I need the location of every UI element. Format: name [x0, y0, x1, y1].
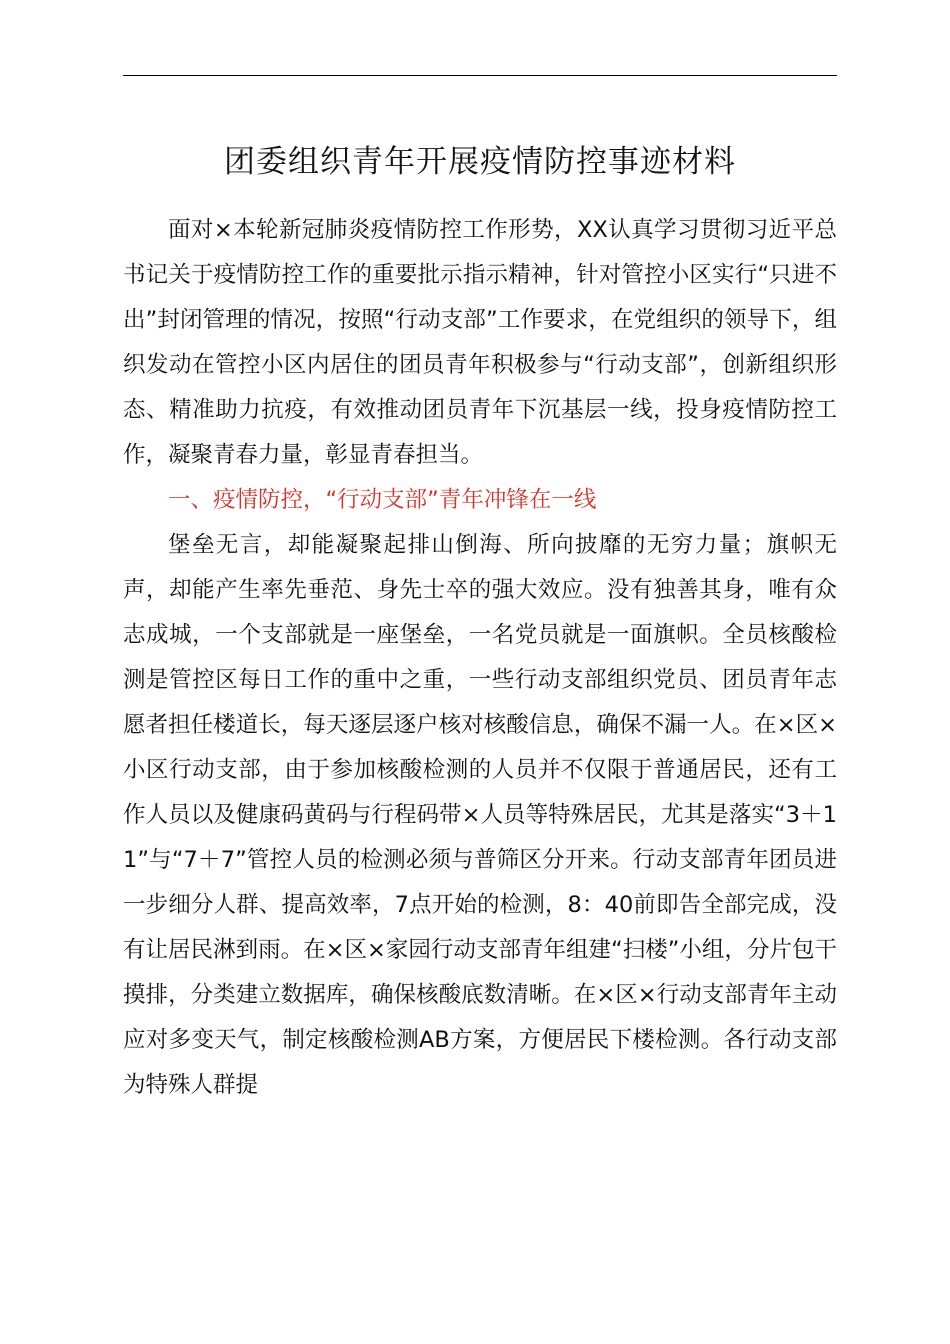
- intro-paragraph: 面对×本轮新冠肺炎疫情防控工作形势，XX认真学习贯彻习近平总书记关于疫情防控工作的重要批示指示精神，针对管控小区实行“只进不出”封闭管理的情况，按照“行动支部”工作要求，在党组织的领导下，组织发动在管控小区内居住的团员青年积极参与“行动支部”，创新组织形态、精准助力抗疫，有效推动团员青年下沉基层一线，投身疫情防控工作，凝聚青春力量，彰显青春担当。: [123, 217, 837, 468]
- section-heading-1: 一、疫情防控，“行动支部”青年冲锋在一线: [168, 487, 597, 513]
- document-body: [123, 208, 837, 1108]
- header-rule: [123, 75, 837, 76]
- document-title: 团委组织青年开展疫情防控事迹材料: [224, 144, 736, 180]
- section-1-paragraph: 堡垒无言，却能凝聚起排山倒海、所向披靡的无穷力量；旗帜无声，却能产生率先垂范、身先士卒的强大效应。没有独善其身，唯有众志成城，一个支部就是一座堡垒，一名党员就是一面旗帜。全员核酸检测是管控区每日工作的重中之重，一些行动支部组织党员、团员青年志愿者担任楼道长，每天逐层逐户核对核酸信息，确保不漏一人。在×区×小区行动支部，由于参加核酸检测的人员并不仅限于普通居民，还有工作人员以及健康码黄码与行程码带×人员等特殊居民，尤其是落实“3＋11”与“7＋7”管控人员的检测必须与普筛区分开来。行动支部青年团员进一步细分人群、提高效率，7点开始的检测，8：40前即告全部完成，没有让居民淋到雨。在×区×家园行动支部青年组建“扫楼”小组，分片包干摸排，分类建立数据库，确保核酸底数清晰。在×区×行动支部青年主动应对多变天气，制定核酸检测AB方案，方便居民下楼检测。各行动支部为特殊人群提: [123, 532, 837, 1098]
